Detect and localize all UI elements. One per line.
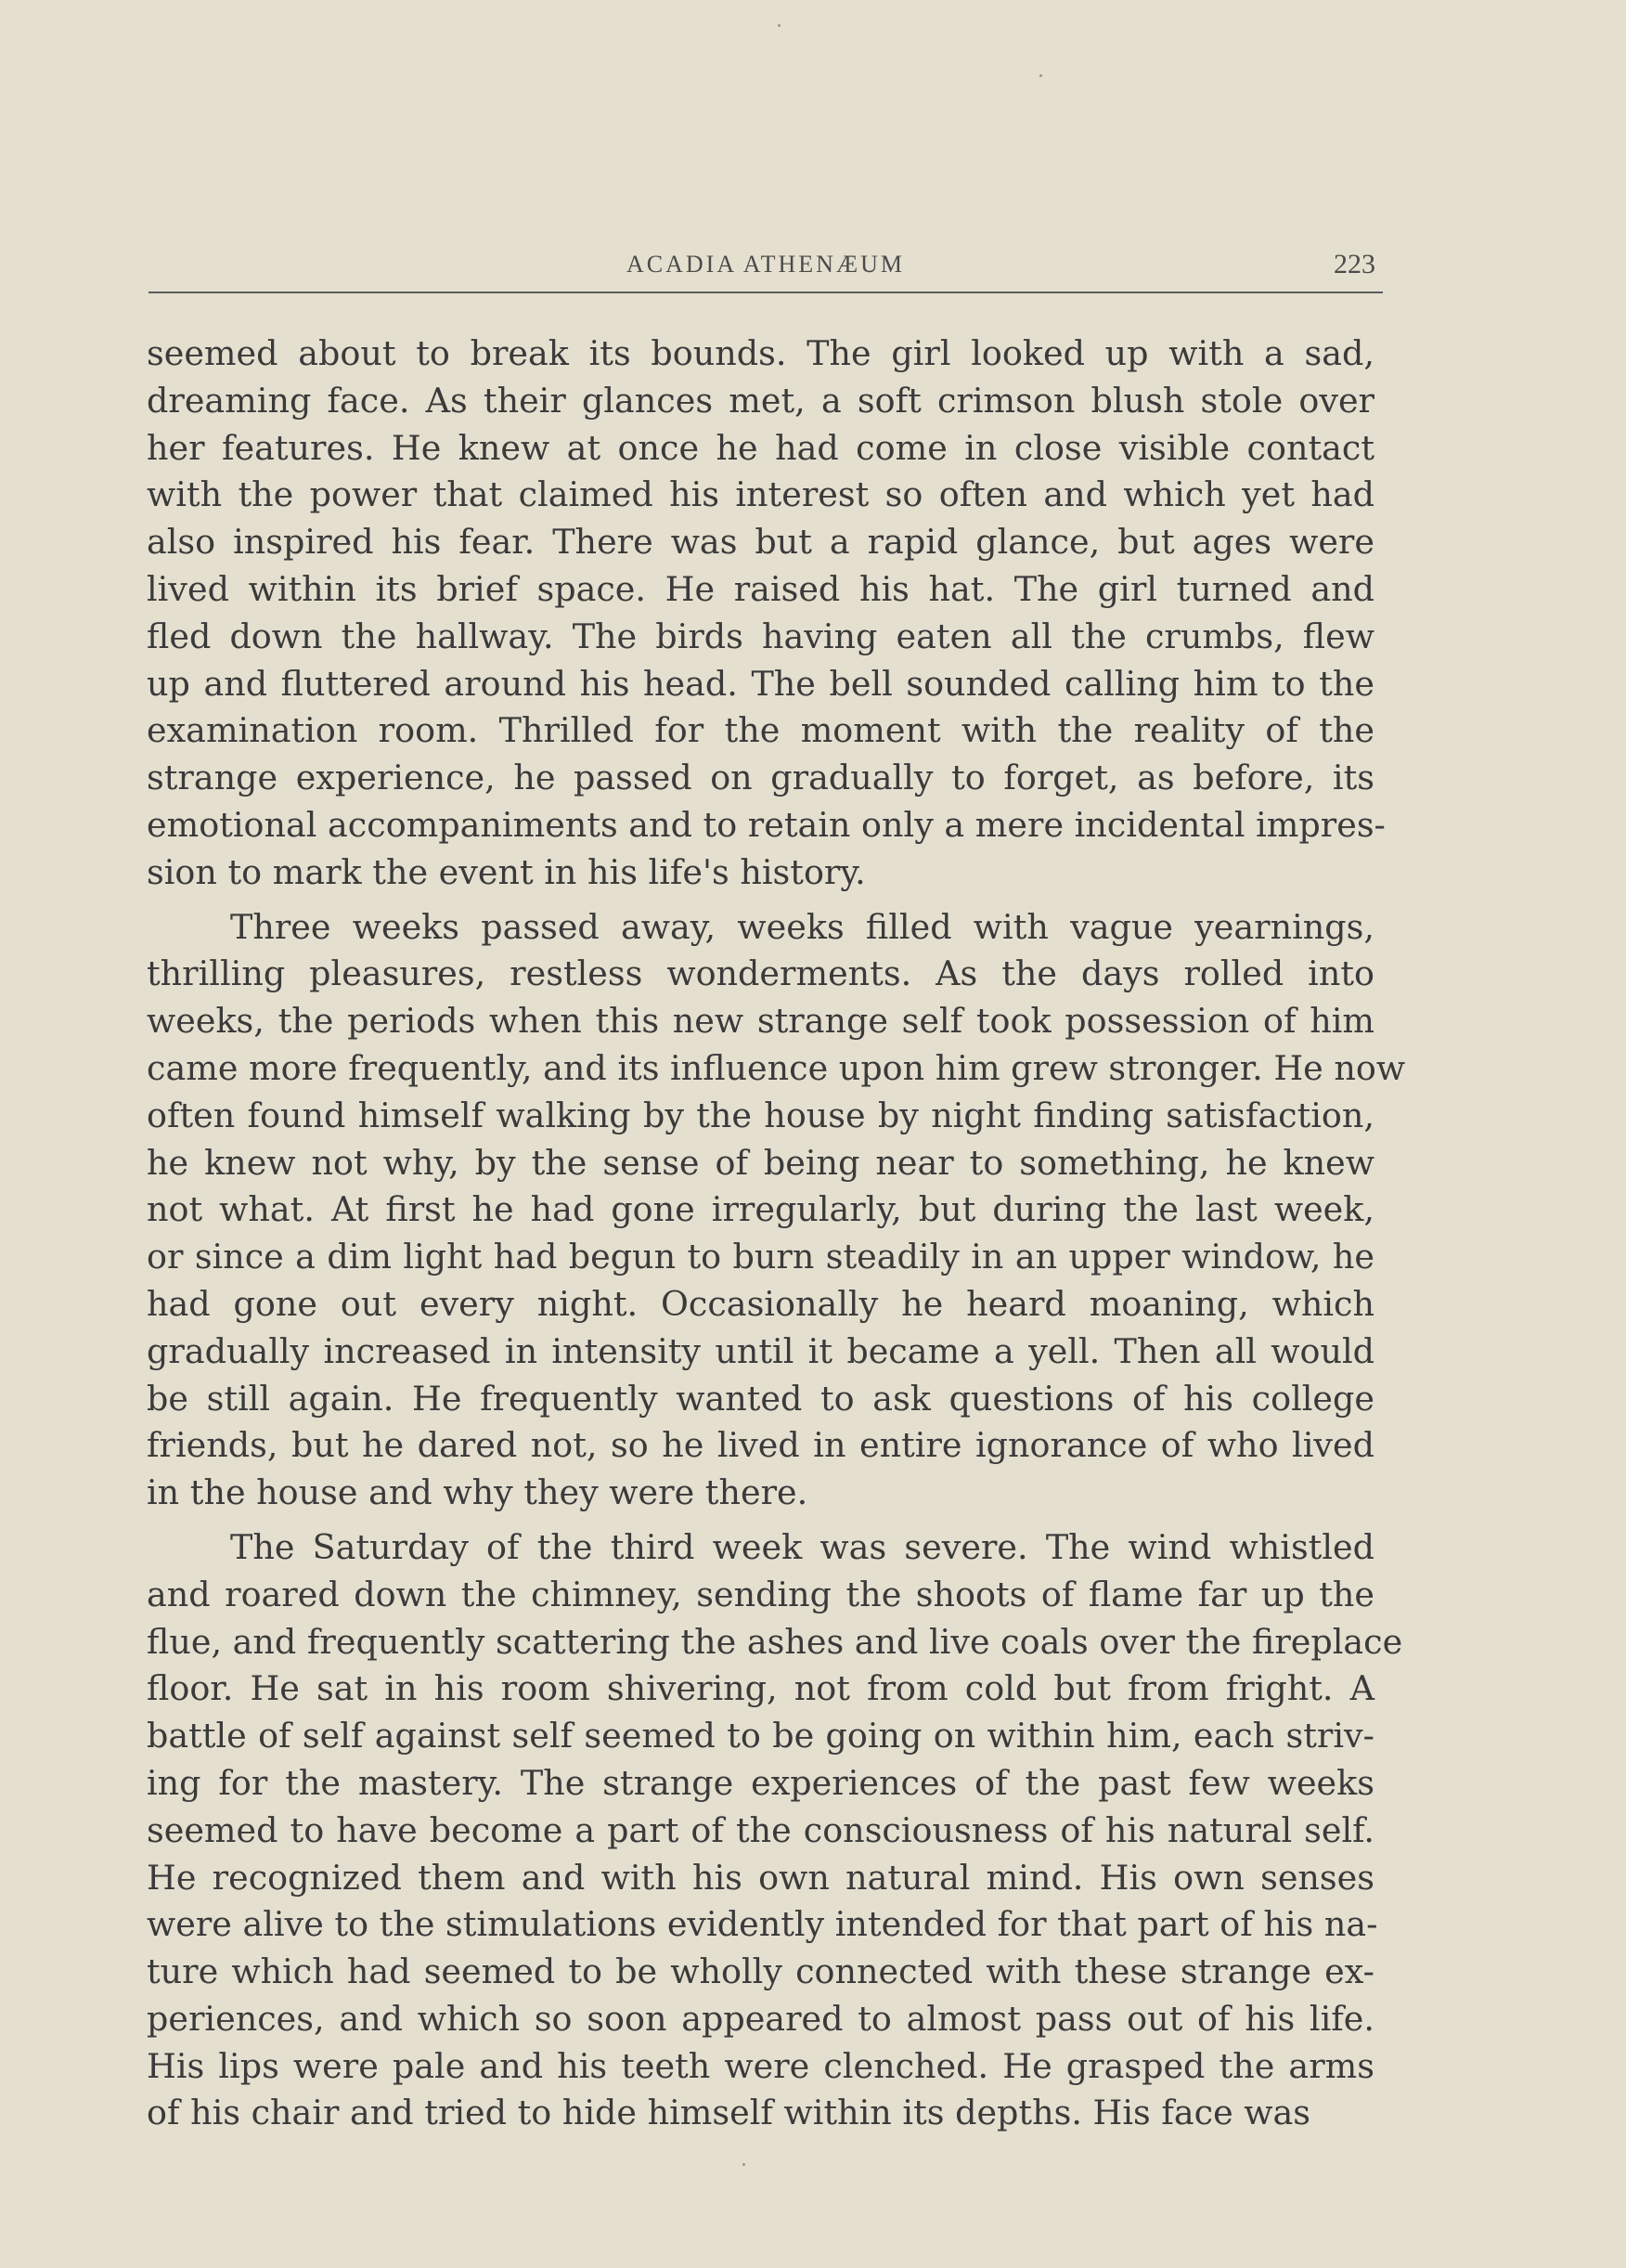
paragraph bbox=[147, 904, 1406, 1517]
text-line: seemed to have become a part of the consciousness of his natural self. bbox=[147, 1809, 1374, 1850]
text-line: flue, and frequently scattering the ashes and live coals over the fireplace bbox=[147, 1621, 1403, 1662]
text-line: be still again. He frequently wanted to ask questions of his college bbox=[147, 1378, 1374, 1419]
text-line: lived within its brief space. He raised his hat. The girl turned and bbox=[147, 568, 1374, 609]
page-number: 223 bbox=[1334, 249, 1375, 279]
paragraph-gap bbox=[147, 897, 1374, 904]
text-line: came more frequently, and its influence upon him grew stronger. He now bbox=[147, 1047, 1406, 1088]
text-line: or since a dim light had begun to burn steadily in an upper window, he bbox=[147, 1237, 1374, 1277]
text-line: Three weeks passed away, weeks filled with vague yearnings, bbox=[230, 906, 1374, 947]
paper-speck bbox=[1039, 74, 1042, 77]
paragraph-gap bbox=[147, 1517, 1374, 1524]
running-title: ACADIA ATHENÆUM bbox=[626, 251, 905, 278]
page-header bbox=[148, 245, 1383, 293]
text-line: her features. He knew at once he had come in close visible contact bbox=[147, 427, 1374, 468]
text-line: ture which had seemed to be wholly connected with these strange ex- bbox=[147, 1951, 1374, 1992]
text-line: periences, and which so soon appeared to almost pass out of his life. bbox=[147, 1998, 1374, 2039]
text-line: thrilling pleasures, restless wonderments. As the days rolled into bbox=[147, 953, 1374, 994]
text-line: strange experience, he passed on gradually to forget, as before, its bbox=[147, 758, 1374, 798]
text-line: sion to mark the event in his life's history. bbox=[147, 851, 866, 892]
text-line: weeks, the periods when this new strange self took possession of him bbox=[147, 1001, 1374, 1042]
text-line: had gone out every night. Occasionally he heard moaning, which bbox=[147, 1283, 1374, 1324]
text-line: emotional accompaniments and to retain only a mere incidental impres- bbox=[147, 804, 1386, 845]
text-line: were alive to the stimulations evidently intended for that part of his na- bbox=[147, 1904, 1378, 1945]
text-line: of his chair and tried to hide himself within its depths. His face was bbox=[147, 2093, 1311, 2133]
text-line: friends, but he dared not, so he lived in entire ignorance of who lived bbox=[147, 1425, 1374, 1466]
text-line: gradually increased in intensity until it became a yell. Then all would bbox=[147, 1330, 1374, 1371]
text-line: in the house and why they were there. bbox=[147, 1472, 808, 1513]
text-line: His lips were pale and his teeth were clenched. He grasped the arms bbox=[147, 2045, 1374, 2086]
paragraph bbox=[147, 1524, 1403, 2137]
text-line: seemed about to break its bounds. The girl looked up with a sad, bbox=[147, 333, 1374, 373]
text-line: not what. At first he had gone irregularly, but during the last week, bbox=[147, 1189, 1374, 1230]
text-line: with the power that claimed his interest so often and which yet had bbox=[147, 474, 1374, 515]
text-line: battle of self against self seemed to be going on within him, each striv- bbox=[147, 1716, 1374, 1756]
paper-speck bbox=[778, 24, 781, 27]
text-line: ing for the mastery. The strange experiences of the past few weeks bbox=[147, 1762, 1374, 1803]
paper-speck bbox=[742, 2163, 745, 2166]
text-line: also inspired his fear. There was but a rapid glance, but ages were bbox=[147, 522, 1374, 563]
text-line: The Saturday of the third week was severe. The wind whistled bbox=[230, 1526, 1374, 1567]
body-text bbox=[147, 330, 1406, 2137]
text-line: often found himself walking by the house by night finding satisfaction, bbox=[147, 1095, 1374, 1135]
text-line: up and fluttered around his head. The bell sounded calling him to the bbox=[147, 663, 1374, 704]
text-line: he knew not why, by the sense of being near to something, he knew bbox=[147, 1142, 1374, 1183]
text-line: He recognized them and with his own natural mind. His own senses bbox=[147, 1857, 1374, 1898]
text-line: fled down the hallway. The birds having eaten all the crumbs, flew bbox=[147, 616, 1374, 656]
paragraph bbox=[147, 330, 1386, 897]
text-line: dreaming face. As their glances met, a soft crimson blush stole over bbox=[147, 380, 1374, 421]
text-line: and roared down the chimney, sending the shoots of flame far up the bbox=[147, 1574, 1374, 1614]
text-line: floor. He sat in his room shivering, not from cold but from fright. A bbox=[147, 1668, 1374, 1709]
text-line: examination room. Thrilled for the moment with the reality of the bbox=[147, 710, 1374, 751]
